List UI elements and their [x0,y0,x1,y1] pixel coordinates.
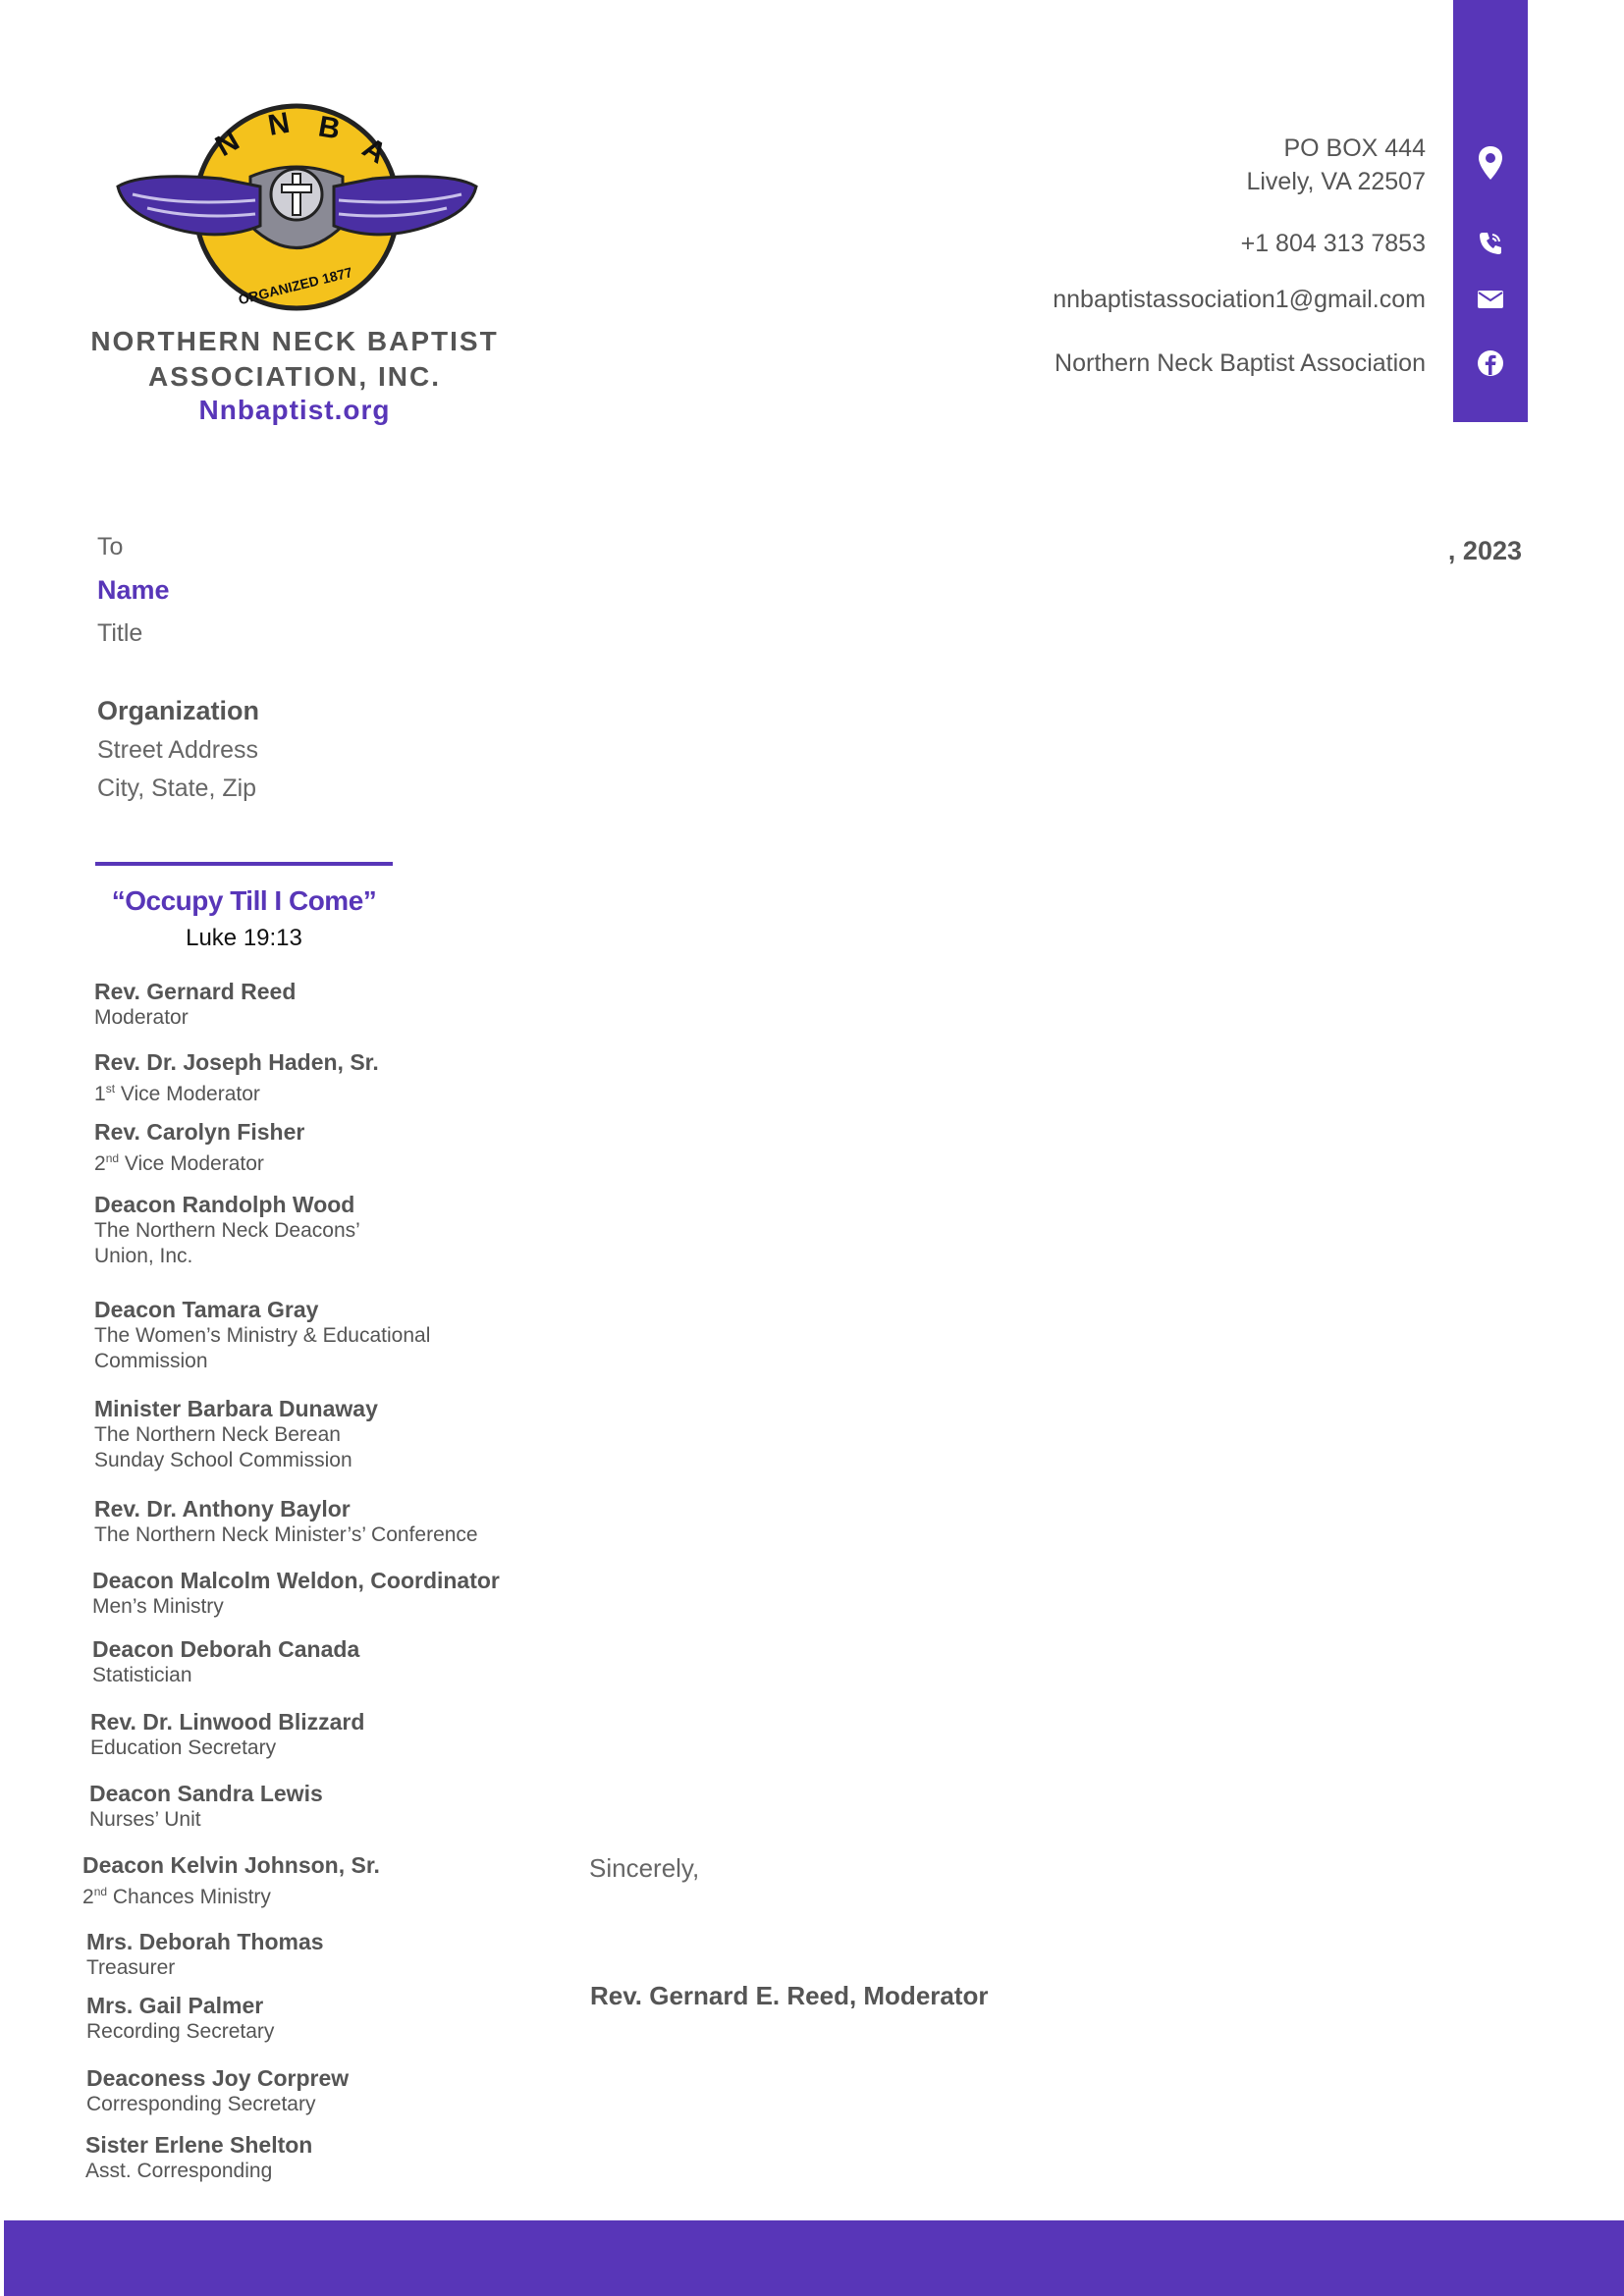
nnba-logo [113,98,481,316]
officer-name: Deacon Malcolm Weldon, Coordinator [92,1568,500,1593]
officer-name: Deacon Kelvin Johnson, Sr. [82,1852,380,1878]
location-pin-icon [1453,141,1528,185]
motto-divider [95,862,393,866]
officer-role-line2: Union, Inc. [94,1245,193,1267]
officer-item [86,1928,548,1981]
officer-role: The Northern Neck Deacons’ [94,1219,360,1242]
officer-name: Rev. Gernard Reed [94,979,297,1004]
letter-date: , 2023 [1447,536,1522,565]
recipient-street: Street Address [97,736,258,764]
officer-role: Men’s Ministry [92,1595,224,1618]
email-text[interactable]: nnbaptistassociation1@gmail.com [1053,286,1426,313]
address-line2: Lively, VA 22507 [1246,168,1426,195]
officer-name: Deacon Randolph Wood [94,1192,355,1217]
officer-role: The Northern Neck Minister’s’ Conference [94,1523,478,1546]
org-name-line2: ASSOCIATION, INC. [148,361,441,392]
officer-item [94,1048,556,1107]
officer-item [90,1708,552,1761]
officer-name: Sister Erlene Shelton [85,2132,313,2158]
officer-role: 1st Vice Moderator [94,1082,260,1105]
phone-icon [1453,222,1528,265]
facebook-text[interactable]: Northern Neck Baptist Association [1055,349,1426,377]
officer-role: The Northern Neck Berean [94,1423,341,1446]
email-icon [1453,278,1528,321]
officer-role-line2: Sunday School Commission [94,1449,352,1471]
officer-name: Mrs. Deborah Thomas [86,1929,324,1954]
address-line1: PO BOX 444 [1283,134,1426,162]
officer-role: 2nd Vice Moderator [94,1151,264,1175]
closing-signature: Rev. Gernard E. Reed, Moderator [590,1981,989,2010]
officer-name: Deaconess Joy Corprew [86,2065,350,2091]
officer-item [89,1780,551,1833]
org-name [59,324,530,395]
officer-item [82,1851,544,1910]
officer-role: Asst. Corresponding [85,2160,273,2182]
recipient-to: To [97,533,124,561]
officer-role: Corresponding Secretary [86,2093,316,2115]
closing-sincerely: Sincerely, [589,1853,700,1883]
officer-name: Rev. Dr. Linwood Blizzard [90,1709,365,1735]
officer-name: Rev. Dr. Joseph Haden, Sr. [94,1049,379,1075]
phone-text[interactable]: +1 804 313 7853 [1240,230,1426,257]
officer-item [94,978,556,1031]
officer-role: Moderator [94,1006,189,1029]
recipient-name: Name [97,575,170,605]
officer-item [92,1635,554,1688]
logo-letter: N [210,124,245,164]
officer-name: Rev. Dr. Anthony Baylor [94,1496,351,1522]
officer-item [94,1395,556,1473]
motto-text: “Occupy Till I Come” [111,885,377,916]
logo-letter: B [315,110,343,146]
officer-role: Nurses’ Unit [89,1808,201,1831]
website-link[interactable]: Nnbaptist.org [198,395,391,425]
officer-item [94,1118,556,1177]
officer-role: Recording Secretary [86,2020,275,2043]
logo-ribbon-text: ORGANIZED 1877 [237,263,354,308]
officer-name: Deacon Tamara Gray [94,1297,319,1322]
officer-name: Minister Barbara Dunaway [94,1396,378,1421]
logo-letter: N [265,106,293,142]
officer-role: Education Secretary [90,1736,277,1759]
officer-role: Treasurer [86,1956,176,1979]
motto-reference: Luke 19:13 [186,925,302,951]
officer-role: 2nd Chances Ministry [82,1885,271,1908]
officer-item [86,1992,548,2045]
recipient-organization: Organization [97,696,260,725]
officer-item [92,1567,554,1620]
contact-icon-bar [1453,0,1528,422]
recipient-city: City, State, Zip [97,774,257,802]
officer-item [94,1495,556,1548]
officer-name: Rev. Carolyn Fisher [94,1119,305,1145]
officer-item [94,1296,556,1374]
logo-letter: A [356,131,393,171]
org-name-line1: NORTHERN NECK BAPTIST [90,326,499,356]
officer-item [94,1191,556,1269]
officer-item [86,2064,548,2117]
recipient-title: Title [97,619,143,647]
facebook-icon [1453,342,1528,385]
officer-name: Deacon Deborah Canada [92,1636,360,1662]
officer-item [85,2131,547,2184]
logo-emblem-icon [113,98,481,316]
officer-role: Statistician [92,1664,192,1686]
footer-bar [4,2220,1624,2296]
officer-name: Deacon Sandra Lewis [89,1781,323,1806]
officer-role-line2: Commission [94,1350,208,1372]
officer-name: Mrs. Gail Palmer [86,1993,264,2018]
officer-role: The Women’s Ministry & Educational [94,1324,431,1347]
